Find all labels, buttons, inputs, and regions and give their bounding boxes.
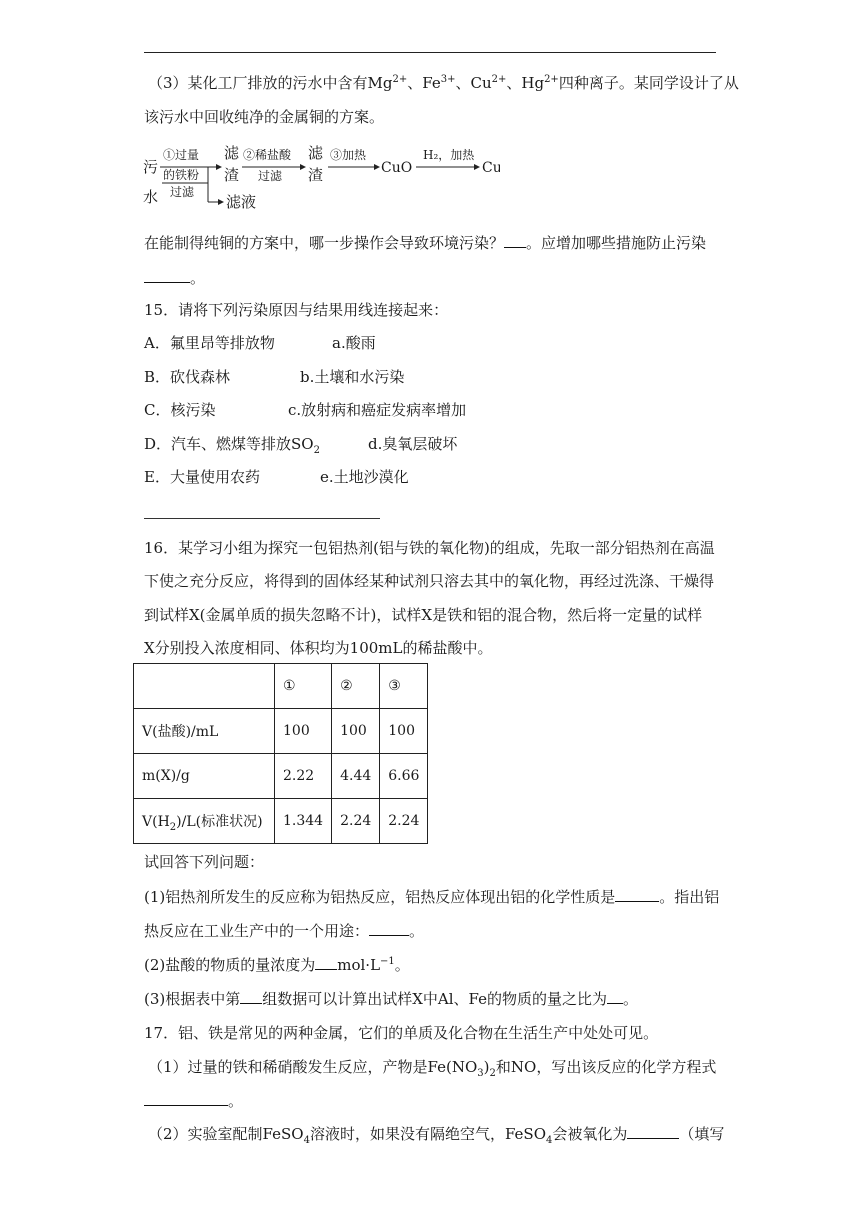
q17-part1-line2: 。 <box>144 1091 243 1111</box>
q15-cause-b: B．砍伐森林 <box>144 368 231 386</box>
flow-step1-bottom: 过滤 <box>170 185 195 199</box>
q14-question-b: 。 <box>144 268 205 288</box>
q16-line3: 到试样X(金属单质的损失忽略不计)，试样X是铁和铝的混合物，然后将一定量的试样 <box>144 606 703 624</box>
q16-data-table <box>133 663 428 844</box>
table-cell: 4.44 <box>332 754 380 799</box>
table-row <box>134 709 428 754</box>
flow-arrowhead-3 <box>374 164 380 170</box>
q15-cause-e: E．大量使用农药 <box>144 468 260 486</box>
answer-blank[interactable] <box>144 268 190 283</box>
q14-question-a: 在能制得纯铜的方案中，哪一步操作会导致环境污染？ 。应增加哪些措施防止污染 <box>144 234 707 252</box>
q15-cause-c: C．核污染 <box>144 401 216 419</box>
table-row-label: V(盐酸)/mL <box>134 709 275 754</box>
answer-blank[interactable] <box>627 1124 679 1139</box>
q17-stem: 17．铝、铁是常见的两种金属，它们的单质及化合物在生活生产中处处可见。 <box>144 1024 659 1042</box>
answer-blank[interactable] <box>607 989 623 1004</box>
flow-arrowhead-2 <box>300 164 306 170</box>
q16-line2: 下使之充分反应，将得到的固体经某种试剂只溶去其中的氧化物，再经过洗涤、干燥得 <box>144 572 715 590</box>
q16-prompt: 试回答下列问题： <box>144 853 265 871</box>
flow-filtrate: 滤液 <box>226 193 257 211</box>
table-row-label: $V(H_2)/L$(标准状况) <box>134 799 275 844</box>
table-cell: 100 <box>380 709 428 754</box>
table-cell: 100 <box>332 709 380 754</box>
table-header-cell <box>134 664 275 709</box>
table-cell: 1.344 <box>275 799 332 844</box>
q15-effect-e: e.土地沙漠化 <box>320 468 409 486</box>
flow-step4-top: H₂，加热 <box>423 148 475 162</box>
q16-line4: X分别投入浓度相同、体积均为100mL的稀盐酸中。 <box>144 639 493 657</box>
answer-blank[interactable] <box>504 233 526 248</box>
table-cell: 100 <box>275 709 332 754</box>
flow-step2-bottom: 过滤 <box>258 169 283 183</box>
header-rule <box>144 52 716 53</box>
q16-sub1-line2: 热反应在工业生产中的一个用途： 。 <box>144 922 425 940</box>
flow-node2-top: 滤 <box>308 144 324 162</box>
q15-stem: 15．请将下列污染原因与结果用线连接起来： <box>144 301 449 319</box>
flow-node2-bottom: 渣 <box>308 166 324 184</box>
flow-cu: Cu <box>482 160 500 176</box>
q17-part1: （1）过量的铁和稀硝酸发生反应，产物是$Fe(NO_3)_2$和NO，写出该反应的化学方程式 <box>148 1058 717 1079</box>
q14-part3-line1: （3）某化工厂排放的污水中含有$Mg^{2+}$、$Fe^{3+}$、$Cu^{2+}$、$Hg^{2+}$四种离子。某同学设计了从 <box>148 74 739 92</box>
q15-effect-c: c.放射病和癌症发病率增加 <box>288 401 467 419</box>
answer-blank[interactable] <box>240 989 262 1004</box>
table-header-cell: ② <box>332 664 380 709</box>
table-row-label: m(X)/g <box>134 754 275 799</box>
table-header-cell: ③ <box>380 664 428 709</box>
flow-step3-top: ③加热 <box>330 148 367 162</box>
flow-arrowhead-filtrate <box>218 199 224 205</box>
answer-blank[interactable] <box>369 921 409 936</box>
answer-blank[interactable] <box>315 955 337 970</box>
flow-arrowhead-4 <box>474 164 480 170</box>
q16-sub3: (3)根据表中第 组数据可以计算出试样X中Al、Fe的物质的量之比为 。 <box>144 990 639 1008</box>
q15-effect-a: a.酸雨 <box>332 334 376 352</box>
answer-blank[interactable] <box>144 1091 228 1106</box>
q16-line1: 16．某学习小组为探究一包铝热剂(铝与铁的氧化物)的组成，先取一部分铝热剂在高温 <box>144 539 715 557</box>
q16-sub2: (2)盐酸的物质的量浓度为 $mol\cdot L^{-1}$。 <box>144 956 410 974</box>
q15-effect-b: b.土壤和水污染 <box>300 368 405 386</box>
flow-cuo: CuO <box>381 160 413 176</box>
table-cell: 2.24 <box>380 799 428 844</box>
table-row <box>134 754 428 799</box>
flow-step1-top: ①过量 <box>163 148 200 162</box>
table-header-cell: ① <box>275 664 332 709</box>
table-cell: 6.66 <box>380 754 428 799</box>
table-row <box>134 799 428 844</box>
answer-blank[interactable] <box>615 887 659 902</box>
q15-cause-d: D．汽车、燃煤等排放$SO_2$ <box>144 435 320 456</box>
q17-part2: （2）实验室配制FeSO$_4$溶液时，如果没有隔绝空气，FeSO$_4$会被氧化为 （填写 <box>148 1125 725 1146</box>
table-row <box>134 664 428 709</box>
section-rule <box>144 518 380 519</box>
flow-step1-mid: 的铁粉 <box>163 168 200 182</box>
copper-recovery-flowchart <box>140 142 500 212</box>
q15-cause-a: A．氟里昂等排放物 <box>144 334 275 352</box>
q15-effect-d: d.臭氧层破坏 <box>368 435 458 453</box>
flow-source-top: 污 <box>143 158 159 176</box>
flow-source-bottom: 水 <box>143 188 159 206</box>
flow-step2-top: ②稀盐酸 <box>243 148 292 162</box>
q14-part3-line2: 该污水中回收纯净的金属铜的方案。 <box>144 108 385 126</box>
flow-arrowhead-1 <box>216 164 222 170</box>
flow-node1-bottom: 渣 <box>224 166 240 184</box>
table-cell: 2.22 <box>275 754 332 799</box>
table-cell: 2.24 <box>332 799 380 844</box>
flow-node1-top: 滤 <box>224 144 240 162</box>
q16-sub1-line1: (1)铝热剂所发生的反应称为铝热反应，铝热反应体现出铝的化学性质是 。指出铝 <box>144 888 720 906</box>
